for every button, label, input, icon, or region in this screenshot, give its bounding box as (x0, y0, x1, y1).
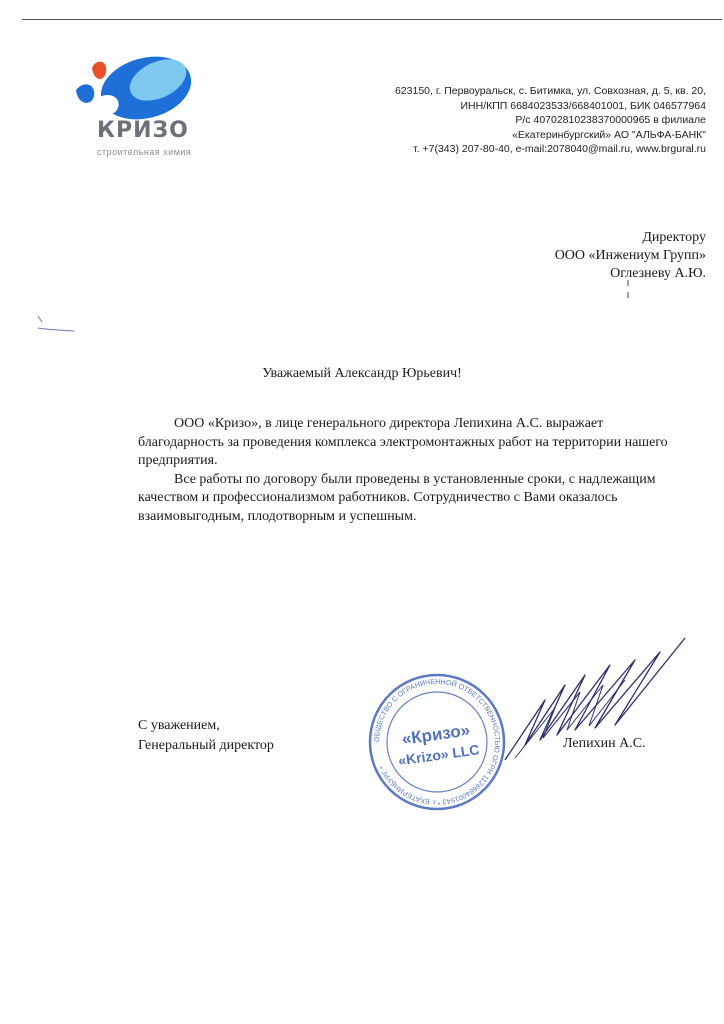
requisites-contacts: т. +7(343) 207-80-40, e-mail:2078040@mail.ru, www.brgural.ru (413, 143, 706, 155)
logo-wordmark: КРИЗО (97, 118, 189, 143)
salutation: Уважаемый Александр Юрьевич! (262, 366, 462, 381)
top-rule (22, 19, 722, 20)
handwritten-signature (485, 630, 695, 780)
company-requisites (395, 84, 706, 157)
scan-mark-icon (36, 314, 76, 334)
addressee-position: Директору (642, 230, 706, 245)
closing-regards: С уважением, (138, 718, 220, 733)
body-paragraph-2: Все работы по договору были проведены в установленные сроки, с надлежащим качеством и профессионализмом работников. Сотрудничество с Вами оказалось взаимовыгодным, плодотворным и успешным. (138, 471, 656, 524)
closing-block (138, 716, 274, 756)
letter-body (138, 415, 688, 526)
closing-position: Генеральный директор (138, 738, 274, 753)
stamp-name-en: «Krizo» LLC (397, 741, 481, 769)
logo-tagline: строительная химия (97, 147, 192, 157)
requisites-inn: ИНН/КПП 6684023533/668401001, БИК 046577964 (460, 99, 706, 112)
stamp-ring-text: ОБЩЕСТВО С ОГРАНИЧЕННОЙ ОТВЕТСТВЕННОСТЬЮ ОГРН 1126684001543 * г. ЕКАТЕРИНБУРГ * (371, 676, 503, 808)
requisites-bank: «Екатеринбургский» АО "АЛЬФА-БАНК" (512, 128, 706, 141)
addressee-company: ООО «Инжениум Групп» (554, 248, 706, 263)
stamp-name-ru: «Кризо» (400, 720, 472, 749)
scan-mark-icon (624, 278, 632, 300)
requisites-address: 623150, г. Первоуральск, с. Битимка, ул. Совхозная, д. 5, кв. 20, (394, 85, 706, 97)
addressee-name: Оглезневу А.Ю. (610, 266, 706, 281)
body-paragraph-1: ООО «Кризо», в лице генерального директора Лепихина А.С. выражает благодарность за проведения комплекса электромонтажных работ на территории нашего предприятия. (138, 416, 668, 468)
signer-name: Лепихин А.С. (563, 736, 646, 751)
requisites-account: Р/с 40702810238370000965 в филиале (515, 114, 706, 126)
addressee-block (555, 229, 706, 283)
